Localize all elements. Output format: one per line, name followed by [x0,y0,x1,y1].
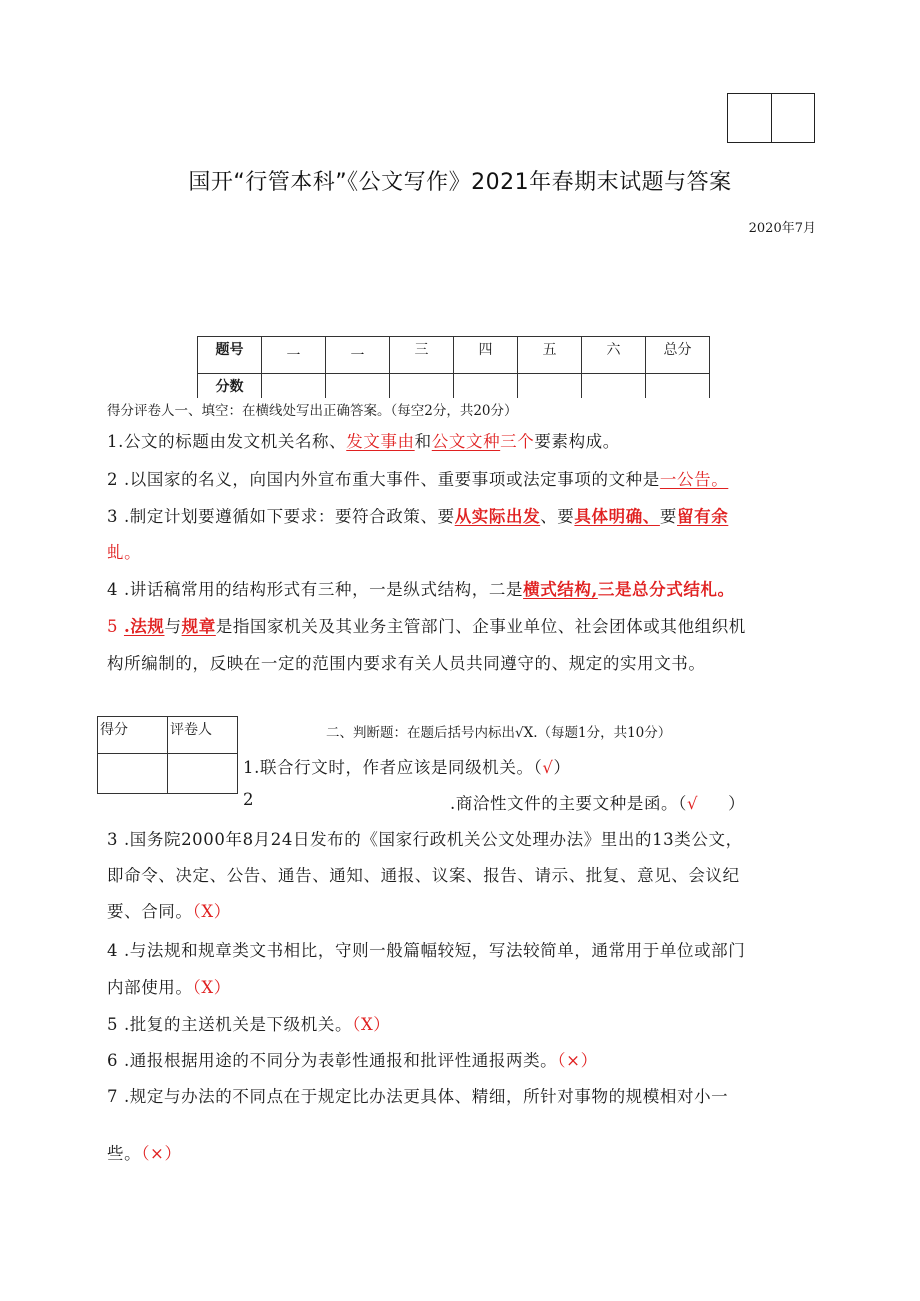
q-text: 些。 [107,1144,142,1163]
answer-mark: （×） [557,1051,598,1070]
q-text: 、要 [540,507,575,526]
answer: 虬。 [107,543,142,562]
s1-question-3 [107,503,728,527]
score-table-header-label: 题号 [198,337,262,374]
s2-question-3-l3 [107,898,231,922]
score-cell [646,374,710,399]
answer-mark: （×） [141,1144,182,1163]
grader-table [97,716,238,794]
answer: 一公告。 [659,470,729,489]
score-table-col: 五 [518,337,582,374]
score-cell [326,374,390,399]
s2-question-7-l2 [107,1140,182,1164]
score-cell [262,374,326,399]
corner-box [727,93,815,143]
answer-mark: √ [687,794,699,813]
s2-question-4-l2 [107,974,231,998]
answer: 三是总分式结札。 [597,580,735,599]
answer: 公文文种 [431,432,501,451]
s1-question-4 [107,576,735,600]
q-text: 4 .讲话稿常用的结构形式有三种，一是纵式结构，二是 [107,580,524,599]
q-text: 6 .通报根据用途的不同分为表彰性通报和批评性通报两类。 [107,1051,558,1070]
answer: 留有余 [677,507,729,526]
q-text: 要、合同。 [107,902,193,921]
s2-question-5 [107,1011,390,1035]
section1-heading: 得分评卷人一、填空：在横线处写出正确答案。（每空2分，共20分） [107,403,518,419]
score-cell [518,374,582,399]
document-date: 2020年7月 [748,221,816,236]
s1-question-1 [107,428,620,452]
answer-mark: √ [542,758,554,777]
s1-question-3-cont [107,539,141,563]
q-text: 要素构成。 [534,432,620,451]
score-table-col: 一 [326,337,390,374]
s2-question-6 [107,1047,598,1071]
score-cell [582,374,646,399]
q-text: ） [553,758,571,777]
q-text: .商洽性文件的主要文种是函。（ [450,794,687,813]
page-title: 国开“行管本科”《公文写作》2021年春期末试题与答案 [188,170,732,195]
q-text: 2 .以国家的名义，向国内外宣布重大事件、重要事项或法定事项的文种是 [107,470,660,489]
s2-question-1 [243,754,571,778]
q-text: 与 [164,617,182,636]
answer: .法规 [123,617,165,636]
answer-mark: （X） [352,1015,391,1034]
corner-box-cell [728,94,771,142]
s1-question-5 [107,613,746,637]
answer: 发文事由 [346,432,415,451]
score-table-col: 六 [582,337,646,374]
grader-cell [98,754,168,794]
score-table-score-label: 分数 [198,374,262,399]
score-table-col: 三 [390,337,454,374]
q-num: 5 [107,617,124,636]
s2-question-2-num: 2 [243,790,255,809]
score-cell [454,374,518,399]
answer: 横式结构, [523,580,598,599]
score-cell [390,374,454,399]
answer: 三个 [500,432,535,451]
corner-box-cell [771,94,815,142]
s2-question-4: 4 .与法规和规章类文书相比，守则一般篇幅较短，写法较简单，通常用于单位或部门 [107,941,746,960]
score-table-col: 总分 [646,337,710,374]
q-text: 是指国家机关及其业务主管部门、企事业单位、社会团体或其他组织机 [215,617,746,636]
grader-score-label: 得分 [98,717,168,754]
q-text: 内部使用。 [107,978,193,997]
answer: 从实际出发 [454,507,541,526]
s2-question-7: 7 .规定与办法的不同点在于规定比办法更具体、精细，所针对事物的规模相对小一 [107,1087,729,1106]
q-text: 3 .制定计划要遵循如下要求：要符合政策、要 [107,507,455,526]
q-text: 和 [414,432,432,451]
s1-question-5-cont: 构所编制的，反映在一定的范围内要求有关人员共同遵守的、规定的实用文书。 [107,654,706,673]
grader-cell [168,754,238,794]
s1-question-2 [107,466,728,490]
q-text: 1.公文的标题由发文机关名称、 [107,432,347,451]
s2-question-3: 3 .国务院2000年8月24日发布的《国家行政机关公文处理办法》里出的13类公文， [107,830,743,849]
q-text: 要 [659,507,677,526]
s2-question-3-l2: 即命令、决定、公告、通告、通知、通报、议案、报告、请示、批复、意见、会议纪 [107,866,740,885]
score-table-col: 四 [454,337,518,374]
score-table-col: 一 [262,337,326,374]
score-table [197,336,710,398]
q-text: 1.联合行文时，作者应该是同级机关。（ [243,758,543,777]
q-text: 5 .批复的主送机关是下级机关。 [107,1015,353,1034]
answer-mark: （X） [192,978,231,997]
answer-mark: （X） [192,902,231,921]
section2-heading: 二、判断题：在题后括号内标出√X.（每题1分，共10分） [326,725,672,741]
answer: 具体明确、 [574,507,660,526]
grader-label: 评卷人 [168,717,238,754]
answer: 规章 [181,617,216,636]
q-text: ） [728,794,746,813]
s2-question-2 [450,790,745,814]
